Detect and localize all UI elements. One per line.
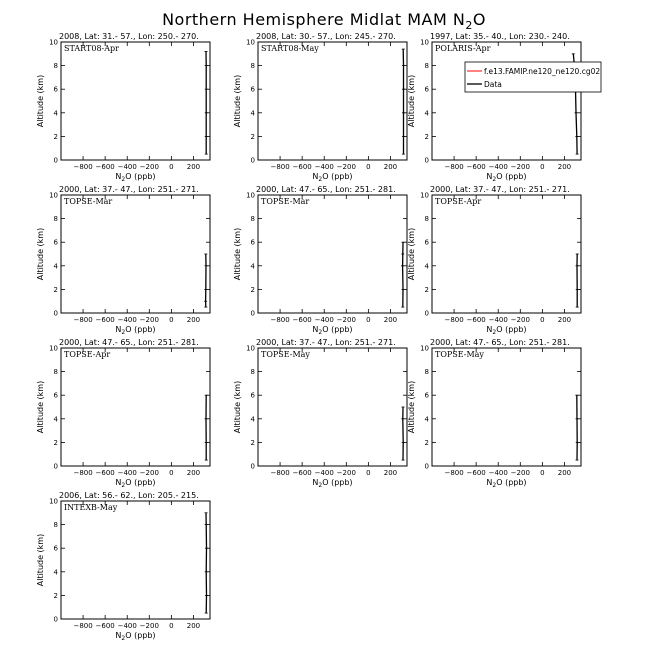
y-tick-label: 6 <box>251 392 256 400</box>
campaign-label: TOPSE-Apr <box>435 197 481 206</box>
x-tick-label: 0 <box>366 469 370 477</box>
x-tick-label: −600 <box>96 163 115 171</box>
x-axis-label-unit: O (ppb) <box>322 172 352 181</box>
y-tick-label: 0 <box>251 157 255 165</box>
y-tick-label: 2 <box>54 133 58 141</box>
x-tick-label: −400 <box>118 469 137 477</box>
y-tick-label: 6 <box>425 239 430 247</box>
y-tick-label: 6 <box>251 239 256 247</box>
x-tick-label: −200 <box>337 163 356 171</box>
panel-header: 2000, Lat: 47.- 65., Lon: 251.- 281. <box>430 338 570 347</box>
y-tick-label: 6 <box>425 86 430 94</box>
y-axis-label: Altitude (km) <box>407 228 416 280</box>
y-tick-label: 8 <box>54 368 58 376</box>
plot-frame <box>432 42 581 160</box>
x-tick-label: 0 <box>169 316 173 324</box>
x-tick-label: −200 <box>140 622 159 630</box>
panel-6 <box>407 185 581 336</box>
x-tick-label: 200 <box>384 316 397 324</box>
x-axis-label-subscript: 2 <box>121 176 125 183</box>
y-tick-label: 0 <box>251 310 255 318</box>
y-tick-label: 2 <box>425 133 429 141</box>
campaign-label: START08-Apr <box>64 44 119 53</box>
x-tick-label: 200 <box>384 469 397 477</box>
panel-5 <box>233 185 407 336</box>
data-profile-line <box>206 513 207 613</box>
x-tick-label: −200 <box>511 163 530 171</box>
x-tick-label: 200 <box>384 163 397 171</box>
campaign-label: TOPSE-Mar <box>64 197 112 206</box>
y-tick-label: 10 <box>246 39 255 47</box>
x-tick-label: 200 <box>187 163 200 171</box>
x-axis-label-main: N <box>312 172 318 181</box>
campaign-label: TOPSE-May <box>261 350 310 359</box>
x-tick-label: −600 <box>96 622 115 630</box>
y-tick-label: 8 <box>251 368 255 376</box>
y-axis-label: Altitude (km) <box>36 534 45 586</box>
x-tick-label: −200 <box>511 316 530 324</box>
x-axis-label <box>115 478 155 489</box>
plot-frame <box>61 501 210 619</box>
legend-data-label: Data <box>484 80 502 89</box>
y-tick-label: 0 <box>251 463 255 471</box>
x-axis-label <box>486 478 526 489</box>
x-axis-label-main: N <box>486 478 492 487</box>
y-tick-label: 10 <box>49 39 58 47</box>
x-tick-label: 0 <box>169 163 173 171</box>
x-axis-label-main: N <box>486 172 492 181</box>
plot-frame <box>61 348 210 466</box>
panel-header: 2000, Lat: 47.- 65., Lon: 251.- 281. <box>256 185 396 194</box>
x-tick-label: −600 <box>96 469 115 477</box>
panel-header: 2000, Lat: 47.- 65., Lon: 251.- 281. <box>59 338 199 347</box>
y-tick-label: 8 <box>54 215 58 223</box>
y-axis-label: Altitude (km) <box>407 381 416 433</box>
y-tick-label: 10 <box>49 192 58 200</box>
x-tick-label: 200 <box>187 469 200 477</box>
x-axis-label-subscript: 2 <box>121 329 125 336</box>
y-tick-label: 4 <box>54 415 59 423</box>
x-axis-label-subscript: 2 <box>121 635 125 642</box>
x-tick-label: 0 <box>366 163 370 171</box>
x-tick-label: −400 <box>118 316 137 324</box>
x-tick-label: −800 <box>444 163 463 171</box>
x-tick-label: −800 <box>444 316 463 324</box>
y-tick-label: 6 <box>54 392 59 400</box>
x-axis-label <box>312 172 352 183</box>
campaign-label: TOPSE-Apr <box>64 350 110 359</box>
y-tick-label: 6 <box>54 545 59 553</box>
y-tick-label: 0 <box>54 157 58 165</box>
x-tick-label: −600 <box>293 469 312 477</box>
x-tick-label: 200 <box>187 622 200 630</box>
x-tick-label: 200 <box>558 316 571 324</box>
y-tick-label: 2 <box>251 286 255 294</box>
x-axis-label-main: N <box>486 325 492 334</box>
x-axis-label-unit: O (ppb) <box>496 325 526 334</box>
x-tick-label: −400 <box>315 163 334 171</box>
x-tick-label: −200 <box>140 316 159 324</box>
plot-frame <box>258 195 407 313</box>
x-tick-label: −400 <box>489 469 508 477</box>
x-axis-label <box>312 325 352 336</box>
plot-frame <box>432 195 581 313</box>
y-tick-label: 4 <box>425 262 430 270</box>
panel-header: 2008, Lat: 31.- 57., Lon: 250.- 270. <box>59 32 199 41</box>
y-tick-label: 6 <box>54 86 59 94</box>
x-tick-label: −400 <box>118 163 137 171</box>
y-tick-label: 10 <box>420 39 429 47</box>
y-tick-label: 0 <box>425 463 429 471</box>
x-axis-label-main: N <box>115 478 121 487</box>
x-axis-label-subscript: 2 <box>492 482 496 489</box>
x-axis-label-main: N <box>115 172 121 181</box>
x-tick-label: 200 <box>558 163 571 171</box>
y-axis-label: Altitude (km) <box>233 228 242 280</box>
y-tick-label: 0 <box>54 310 58 318</box>
y-tick-label: 4 <box>251 415 256 423</box>
x-axis-label-unit: O (ppb) <box>125 631 155 640</box>
panel-3 <box>407 32 601 183</box>
figure-title <box>162 10 486 32</box>
panel-header: 2008, Lat: 30.- 57., Lon: 245.- 270. <box>256 32 396 41</box>
x-axis-label-unit: O (ppb) <box>125 172 155 181</box>
y-tick-label: 4 <box>251 262 256 270</box>
y-tick-label: 2 <box>54 439 58 447</box>
y-tick-label: 8 <box>425 62 429 70</box>
y-tick-label: 10 <box>420 192 429 200</box>
y-tick-label: 2 <box>251 133 255 141</box>
y-tick-label: 8 <box>425 368 429 376</box>
y-axis-label: Altitude (km) <box>233 381 242 433</box>
plot-frame <box>258 348 407 466</box>
y-tick-label: 2 <box>54 286 58 294</box>
x-tick-label: 0 <box>169 469 173 477</box>
panel-header: 2006, Lat: 56.- 62., Lon: 205.- 215. <box>59 491 199 500</box>
x-tick-label: −600 <box>467 163 486 171</box>
y-axis-label: Altitude (km) <box>36 228 45 280</box>
legend <box>465 62 601 92</box>
y-tick-label: 10 <box>49 345 58 353</box>
panel-header: 1997, Lat: 35.- 40., Lon: 230.- 240. <box>430 32 570 41</box>
x-tick-label: 0 <box>540 163 544 171</box>
panel-8 <box>233 338 407 489</box>
x-axis-label-main: N <box>312 478 318 487</box>
panel-header: 2000, Lat: 37.- 47., Lon: 251.- 271. <box>59 185 199 194</box>
y-tick-label: 8 <box>54 62 58 70</box>
campaign-label: POLARIS-Apr <box>435 44 491 53</box>
x-tick-label: −400 <box>118 622 137 630</box>
x-axis-label-unit: O (ppb) <box>125 325 155 334</box>
x-tick-label: −400 <box>315 316 334 324</box>
plot-frame <box>432 348 581 466</box>
panel-4 <box>36 185 210 336</box>
campaign-label: START08-May <box>261 44 319 53</box>
y-tick-label: 8 <box>251 62 255 70</box>
y-tick-label: 0 <box>425 310 429 318</box>
x-axis-label-subscript: 2 <box>318 482 322 489</box>
x-tick-label: −800 <box>73 316 92 324</box>
panel-10 <box>36 491 210 642</box>
y-tick-label: 2 <box>425 286 429 294</box>
x-axis-label-unit: O (ppb) <box>496 478 526 487</box>
y-tick-label: 2 <box>54 592 58 600</box>
y-tick-label: 4 <box>251 109 256 117</box>
x-axis-label <box>115 172 155 183</box>
y-tick-label: 4 <box>54 109 59 117</box>
y-tick-label: 4 <box>54 568 59 576</box>
y-tick-label: 0 <box>425 157 429 165</box>
x-axis-label-unit: O (ppb) <box>125 478 155 487</box>
panel-header: 2000, Lat: 37.- 47., Lon: 251.- 271. <box>256 338 396 347</box>
y-tick-label: 6 <box>251 86 256 94</box>
x-tick-label: −600 <box>293 316 312 324</box>
x-axis-label-subscript: 2 <box>121 482 125 489</box>
y-tick-label: 0 <box>54 463 58 471</box>
y-tick-label: 2 <box>425 439 429 447</box>
y-tick-label: 2 <box>251 439 255 447</box>
x-tick-label: 200 <box>558 469 571 477</box>
panel-header: 2000, Lat: 37.- 47., Lon: 251.- 271. <box>430 185 570 194</box>
y-axis-label: Altitude (km) <box>36 75 45 127</box>
x-tick-label: −200 <box>140 163 159 171</box>
x-axis-label-unit: O (ppb) <box>322 325 352 334</box>
plot-frame <box>61 42 210 160</box>
x-axis-label <box>115 631 155 642</box>
plot-frame <box>61 195 210 313</box>
campaign-label: TOPSE-Mar <box>261 197 309 206</box>
y-axis-label: Altitude (km) <box>36 381 45 433</box>
legend-model-label: f.e13.FAMIP.ne120_ne120.cg02 <box>484 67 600 76</box>
x-axis-label <box>486 325 526 336</box>
x-axis-label-unit: O (ppb) <box>322 478 352 487</box>
campaign-label: TOPSE-May <box>435 350 484 359</box>
x-axis-label <box>312 478 352 489</box>
x-tick-label: −200 <box>337 316 356 324</box>
x-tick-label: 0 <box>540 469 544 477</box>
y-tick-label: 8 <box>251 215 255 223</box>
y-axis-label: Altitude (km) <box>407 75 416 127</box>
title-end: O <box>473 10 486 29</box>
x-tick-label: −800 <box>270 163 289 171</box>
y-axis-label: Altitude (km) <box>233 75 242 127</box>
y-tick-label: 10 <box>246 345 255 353</box>
panel-1 <box>36 32 210 183</box>
x-axis-label-main: N <box>115 325 121 334</box>
x-axis-label-main: N <box>312 325 318 334</box>
panel-9 <box>407 338 581 489</box>
x-tick-label: −800 <box>270 469 289 477</box>
x-tick-label: −800 <box>444 469 463 477</box>
x-axis-label <box>115 325 155 336</box>
x-tick-label: −200 <box>140 469 159 477</box>
campaign-label: INTEXB-May <box>64 503 118 512</box>
y-tick-label: 4 <box>425 109 430 117</box>
x-axis-label-unit: O (ppb) <box>496 172 526 181</box>
x-tick-label: −800 <box>270 316 289 324</box>
x-tick-label: −200 <box>511 469 530 477</box>
x-axis-label-subscript: 2 <box>318 329 322 336</box>
x-tick-label: −800 <box>73 469 92 477</box>
y-tick-label: 6 <box>54 239 59 247</box>
y-tick-label: 8 <box>54 521 58 529</box>
y-tick-label: 6 <box>425 392 430 400</box>
y-tick-label: 10 <box>246 192 255 200</box>
panel-7 <box>36 338 210 489</box>
x-axis-label-subscript: 2 <box>492 329 496 336</box>
x-tick-label: 0 <box>540 316 544 324</box>
x-axis-label-subscript: 2 <box>492 176 496 183</box>
y-tick-label: 8 <box>425 215 429 223</box>
title-subscript: 2 <box>465 19 473 32</box>
x-tick-label: −600 <box>467 469 486 477</box>
x-axis-label <box>486 172 526 183</box>
x-tick-label: −800 <box>73 163 92 171</box>
panel-2 <box>233 32 407 183</box>
x-tick-label: −400 <box>489 163 508 171</box>
x-tick-label: 200 <box>187 316 200 324</box>
x-axis-label-main: N <box>115 631 121 640</box>
x-tick-label: −400 <box>489 316 508 324</box>
x-tick-label: −600 <box>96 316 115 324</box>
y-tick-label: 10 <box>420 345 429 353</box>
panel-grid <box>36 32 601 642</box>
x-tick-label: −800 <box>73 622 92 630</box>
plot-frame <box>258 42 407 160</box>
x-tick-label: 0 <box>169 622 173 630</box>
x-tick-label: −200 <box>337 469 356 477</box>
x-axis-label-subscript: 2 <box>318 176 322 183</box>
y-tick-label: 4 <box>54 262 59 270</box>
title-text: Northern Hemisphere Midlat MAM N <box>162 10 465 29</box>
x-tick-label: −600 <box>293 163 312 171</box>
y-tick-label: 10 <box>49 498 58 506</box>
y-tick-label: 4 <box>425 415 430 423</box>
x-tick-label: −400 <box>315 469 334 477</box>
x-tick-label: −600 <box>467 316 486 324</box>
y-tick-label: 0 <box>54 616 58 624</box>
x-tick-label: 0 <box>366 316 370 324</box>
